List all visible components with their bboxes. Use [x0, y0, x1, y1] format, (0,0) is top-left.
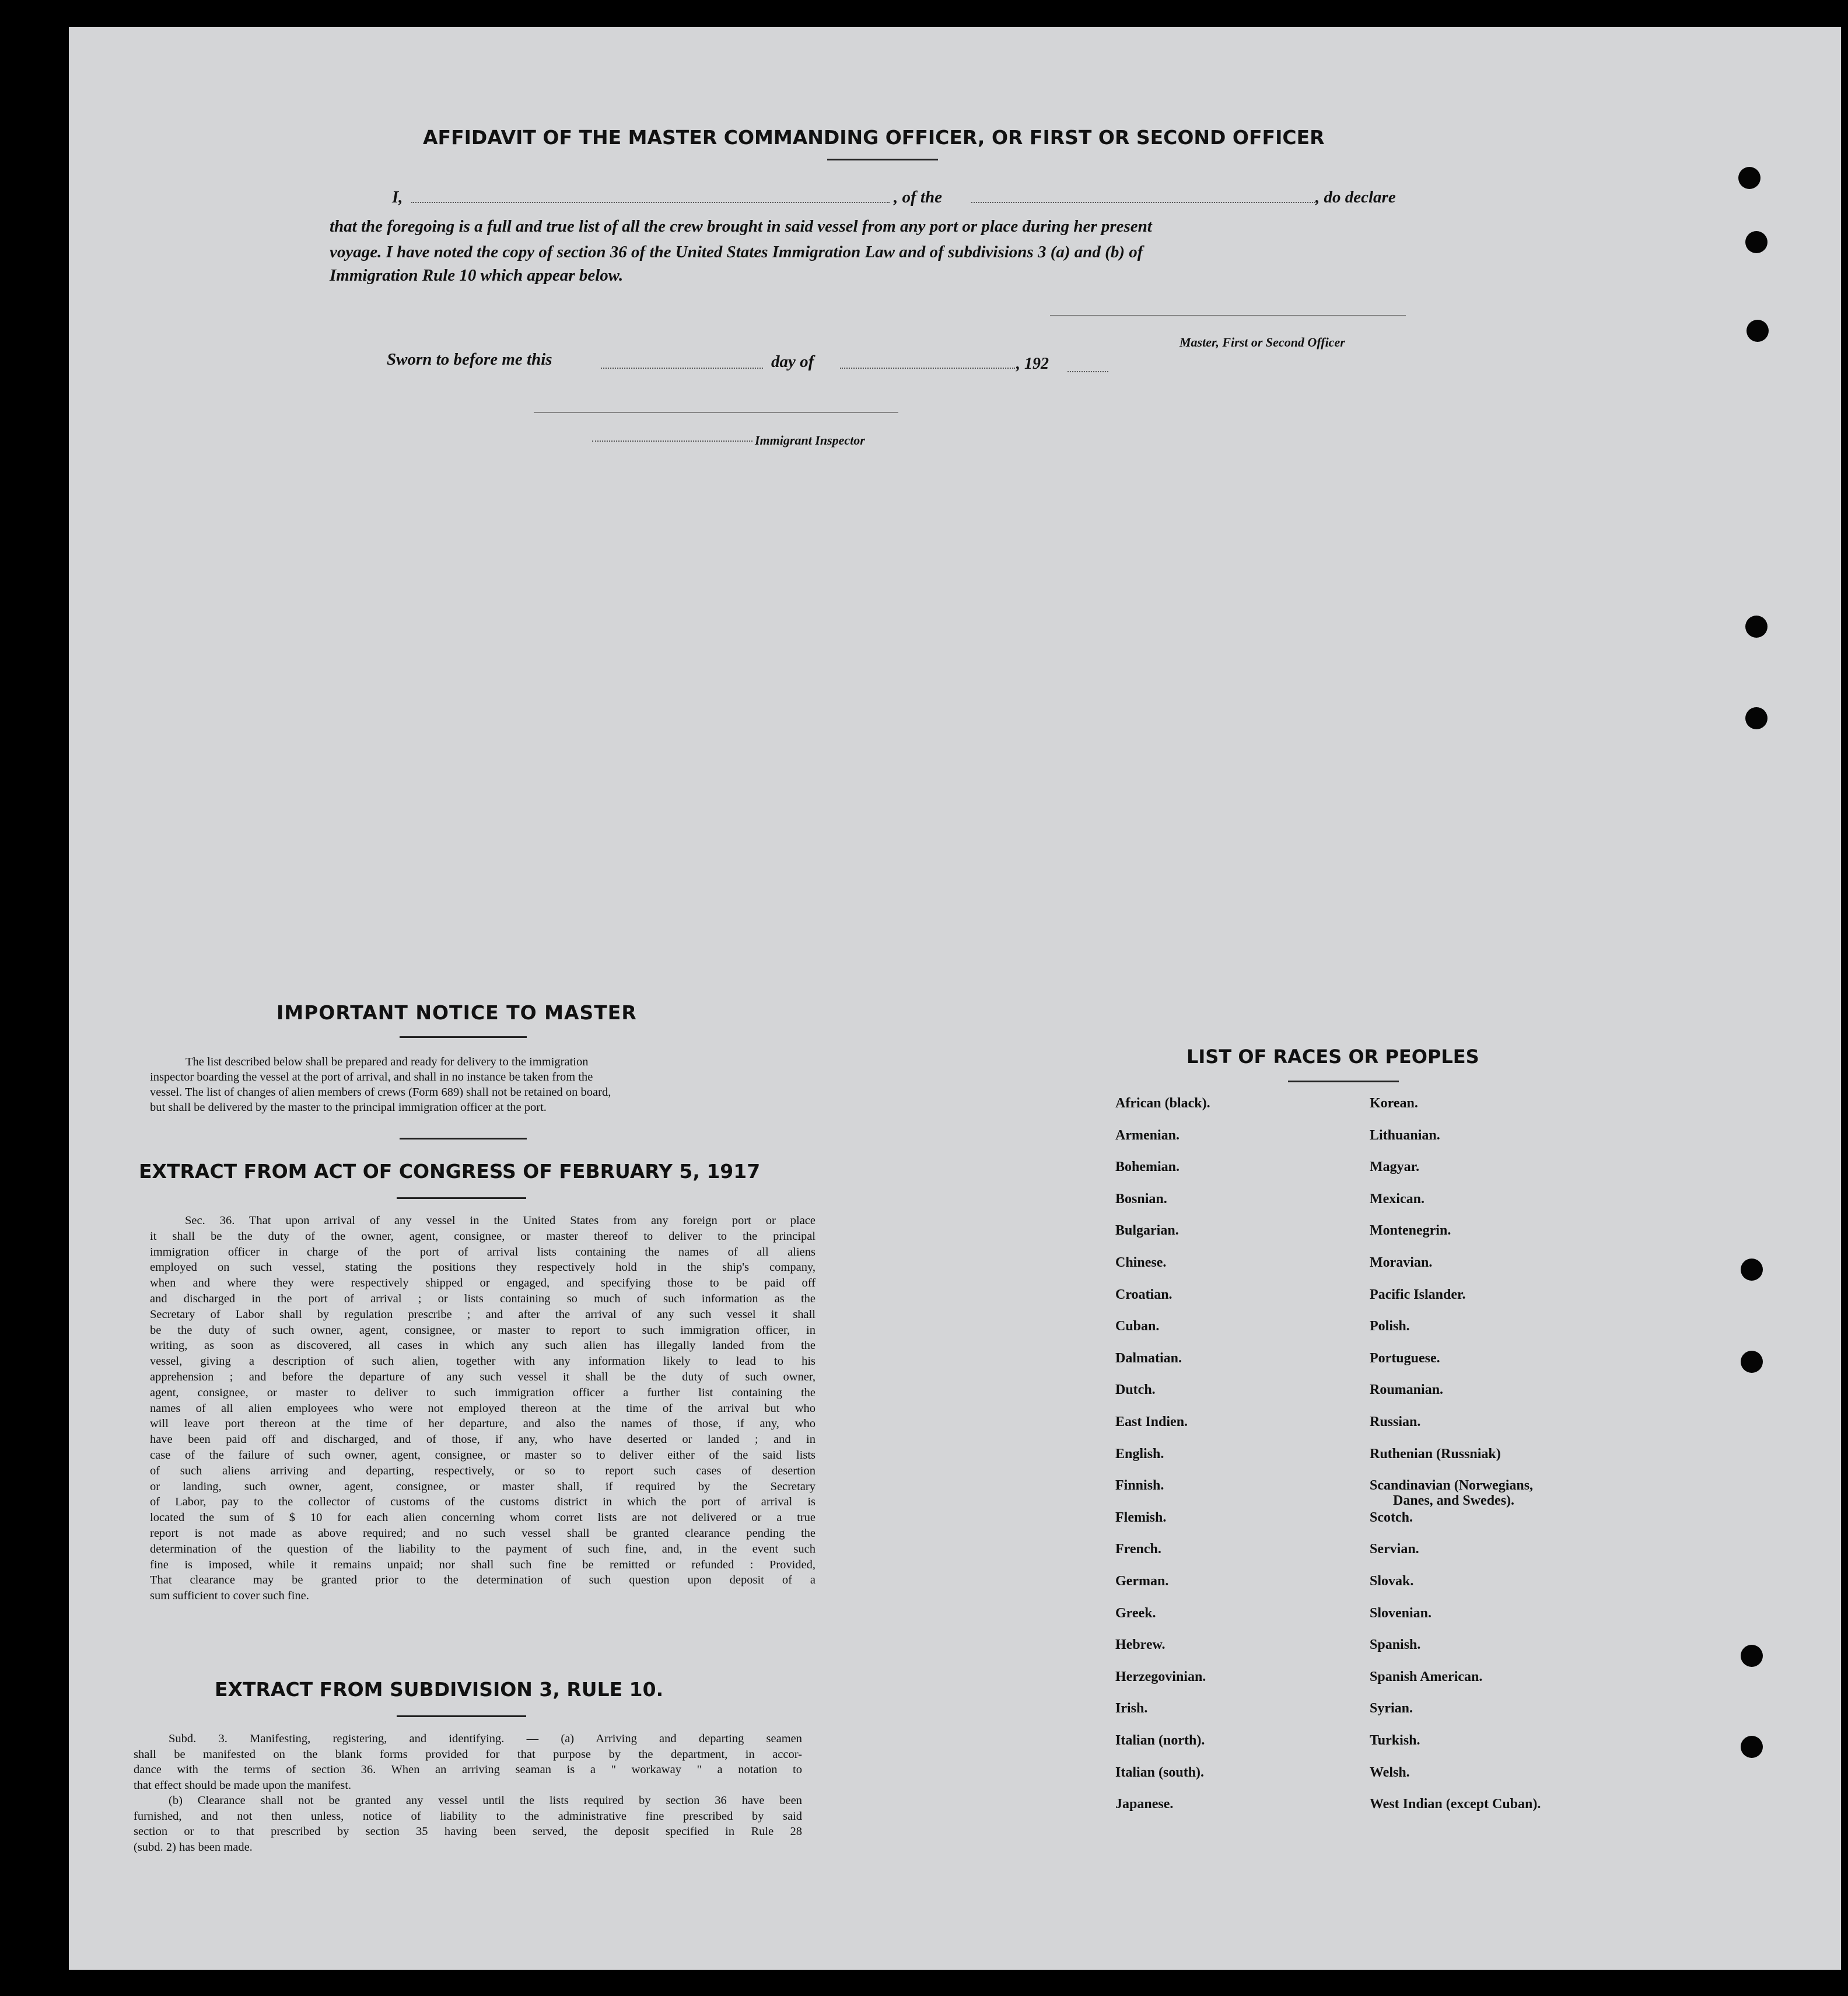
race-item: Syrian.	[1370, 1701, 1413, 1717]
extract-act-line: it shall be the duty of the owner, agent, consignee, or master thereof to deliver to the principal	[150, 1229, 816, 1243]
extract-act-line: employed on such vessel, stating the positions they respectively hold in the ship's company,	[150, 1261, 816, 1274]
affidavit-line-1: that the foregoing is a full and true list of all the crew brought in said vessel from any port or place during her present	[330, 217, 1152, 236]
binder-hole	[1741, 1351, 1763, 1373]
race-item: Pacific Islander.	[1370, 1287, 1466, 1302]
race-item: Chinese.	[1115, 1255, 1167, 1270]
extract-act-line: vessel, giving a description of such alien, together with any information likely to lead to his	[150, 1355, 816, 1368]
extract-act-line: fine is imposed, while it remains unpaid; nor shall such fine be remitted or refunded : Provided,	[150, 1558, 816, 1571]
race-item: Flemish.	[1115, 1509, 1167, 1525]
race-item: Scandinavian (Norwegians,	[1370, 1478, 1534, 1494]
extract-act-title: EXTRACT FROM ACT OF CONGRESS OF FEBRUARY 5, 1917	[139, 1160, 761, 1183]
race-item: Croatian.	[1115, 1287, 1172, 1302]
race-item: Greek.	[1115, 1605, 1156, 1621]
extract-act-line: determination of the question of the liability to the payment of such fine, and, in the event such	[150, 1542, 816, 1555]
extract-act-line: have been paid off and discharged, and of those, if any, who have deserted or landed ; and in	[150, 1433, 816, 1446]
binder-hole	[1746, 320, 1769, 342]
race-item: Hebrew.	[1115, 1637, 1166, 1653]
notice-divider	[400, 1138, 527, 1139]
race-item: English.	[1115, 1446, 1164, 1462]
race-item: Spanish.	[1370, 1637, 1421, 1653]
extract-act-line: of such aliens arriving and departing, respectively, or so to report such cases of desertion	[150, 1464, 816, 1477]
race-item: Turkish.	[1370, 1733, 1420, 1748]
inspector-caption: Immigrant Inspector	[755, 433, 865, 448]
year-label: , 192	[1016, 355, 1049, 373]
extract-act-line: case of the failure of such owner, agent, consignee, or master so to deliver either of the said lists	[150, 1449, 816, 1462]
declare-label: , do declare	[1315, 188, 1396, 207]
of-the-label: , of the	[894, 188, 942, 207]
day-of-label: day of	[771, 352, 814, 371]
extract-rule-underline	[397, 1715, 526, 1717]
races-title: LIST OF RACES OR PEOPLES	[1186, 1046, 1479, 1068]
race-item: Ruthenian (Russniak)	[1370, 1446, 1501, 1462]
extract-act-line: writing, as soon as discovered, all cases in which any such alien has illegally landed from the	[150, 1339, 816, 1352]
notice-line-4: but shall be delivered by the master to the principal immigration officer at the port.	[150, 1101, 547, 1114]
race-item: Slovenian.	[1370, 1605, 1432, 1621]
extract-act-line: sum sufficient to cover such fine.	[150, 1589, 309, 1603]
race-item: Italian (south).	[1115, 1764, 1205, 1780]
race-item: Bohemian.	[1115, 1159, 1180, 1175]
binder-hole	[1741, 1645, 1763, 1667]
notice-line-1: The list described below shall be prepared and ready for delivery to the immigration	[186, 1055, 589, 1068]
extract-act-line: immigration officer in charge of the port of arrival lists containing the names of all aliens	[150, 1245, 816, 1259]
race-item: Servian.	[1370, 1541, 1419, 1557]
extract-act-line: of Labor, pay to the collector of customs of the customs district in which the port of arrival is	[150, 1495, 816, 1509]
race-item: African (black).	[1115, 1096, 1210, 1111]
race-item: Slovak.	[1370, 1574, 1414, 1589]
race-item: West Indian (except Cuban).	[1370, 1796, 1541, 1812]
race-item: Bulgarian.	[1115, 1223, 1179, 1239]
race-item: Irish.	[1115, 1701, 1148, 1717]
master-caption: Master, First or Second Officer	[1180, 335, 1345, 349]
binder-hole	[1745, 616, 1768, 638]
race-item: Welsh.	[1370, 1764, 1410, 1780]
affidavit-line-2: voyage. I have noted the copy of section 36 of the United States Immigration Law and of subdivisions 3 (a) and (b) of	[330, 243, 1143, 261]
race-item: East Indien.	[1115, 1414, 1188, 1429]
extract-act-line: or landing, such owner, agent, consignee, or master shall, if required by the Secretary	[150, 1480, 816, 1493]
race-item: Dalmatian.	[1115, 1350, 1182, 1366]
extract-rule-line: section or to that prescribed by section 35 having been served, the deposit specified in Rule 28	[134, 1825, 802, 1838]
sworn-year-field[interactable]	[1068, 371, 1108, 372]
extract-rule-line: shall be manifested on the blank forms provided for that purpose by the department, in accor-	[134, 1747, 802, 1761]
race-item: Finnish.	[1115, 1478, 1164, 1494]
title-underline	[827, 159, 938, 160]
sworn-day-field[interactable]	[601, 368, 763, 369]
notice-underline	[400, 1036, 527, 1038]
sworn-label: Sworn to before me this	[387, 350, 552, 369]
extract-rule-line: Subd. 3. Manifesting, registering, and identifying. — (a) Arriving and departing seamen	[169, 1732, 802, 1745]
affidavit-line-3: Immigration Rule 10 which appear below.	[330, 266, 624, 285]
race-item: Danes, and Swedes).	[1393, 1493, 1515, 1509]
race-item: Spanish American.	[1370, 1669, 1483, 1684]
extract-act-underline	[397, 1197, 526, 1199]
notice-title: IMPORTANT NOTICE TO MASTER	[276, 1001, 637, 1024]
master-signature-field[interactable]	[1050, 315, 1406, 316]
race-item: Roumanian.	[1370, 1382, 1444, 1398]
extract-act-line: Sec. 36. That upon arrival of any vessel in the United States from any foreign port or place	[185, 1214, 816, 1227]
inspector-signature-field[interactable]	[534, 412, 898, 413]
extract-act-line: report is not made as above required; and no such vessel shall be granted clearance pending the	[150, 1527, 816, 1540]
race-item: Armenian.	[1115, 1127, 1180, 1143]
extract-act-line: agent, consignee, or master to deliver to such immigration officer a further list containing the	[150, 1386, 816, 1399]
race-item: Mexican.	[1370, 1191, 1424, 1207]
race-item: French.	[1115, 1541, 1161, 1557]
race-item: Cuban.	[1115, 1319, 1160, 1334]
affidavit-i-label: I,	[392, 188, 403, 207]
extract-act-line: will leave port thereon at the time of her departure, and also the names of those, if any, who	[150, 1417, 816, 1431]
race-item: Bosnian.	[1115, 1191, 1167, 1207]
race-item: Portuguese.	[1370, 1350, 1440, 1366]
race-item: Japanese.	[1115, 1796, 1174, 1812]
extract-act-line: names of all alien employees who were not employed thereon at the time of the arrival but who	[150, 1401, 816, 1415]
vessel-name-field[interactable]	[971, 202, 1315, 203]
race-item: Lithuanian.	[1370, 1127, 1440, 1143]
race-item: Italian (north).	[1115, 1733, 1205, 1748]
officer-name-field[interactable]	[411, 202, 890, 203]
notice-line-2: inspector boarding the vessel at the port of arrival, and shall in no instance be taken from the	[150, 1071, 593, 1083]
race-item: Dutch.	[1115, 1382, 1156, 1398]
race-item: Russian.	[1370, 1414, 1421, 1429]
notice-line-3: vessel. The list of changes of alien members of crews (Form 689) shall not be retained on board,	[150, 1086, 611, 1099]
extract-rule-line: (b) Clearance shall not be granted any vessel until the lists required by section 36 have been	[169, 1794, 802, 1807]
binder-hole	[1745, 231, 1768, 253]
extract-rule-line: furnished, and not then unless, notice of liability to the administrative fine prescribed by said	[134, 1809, 802, 1823]
binder-hole	[1741, 1736, 1763, 1758]
extract-rule-line: that effect should be made upon the manifest.	[134, 1778, 352, 1792]
extract-act-line: when and where they were respectively shipped or engaged, and specifying those to be paid off	[150, 1277, 816, 1290]
race-item: Moravian.	[1370, 1255, 1433, 1270]
races-underline	[1288, 1081, 1399, 1082]
race-item: German.	[1115, 1574, 1169, 1589]
affidavit-title: AFFIDAVIT OF THE MASTER COMMANDING OFFICER, OR FIRST OR SECOND OFFICER	[423, 126, 1325, 149]
extract-rule-line: (subd. 2) has been made.	[134, 1840, 253, 1854]
extract-act-line: apprehension ; and before the departure of any such vessel it shall be the duty of such owner,	[150, 1371, 816, 1383]
binder-hole	[1738, 167, 1760, 189]
extract-act-line: Secretary of Labor shall by regulation prescribe ; and after the arrival of any such vessel it shall	[150, 1308, 816, 1321]
binder-hole	[1745, 707, 1768, 729]
race-item: Polish.	[1370, 1319, 1410, 1334]
extract-rule-line: dance with the terms of section 36. When an arriving seaman is a " workaway " a notation to	[134, 1763, 802, 1776]
binder-hole	[1741, 1259, 1763, 1281]
race-item: Montenegrin.	[1370, 1223, 1451, 1239]
race-item: Korean.	[1370, 1096, 1418, 1111]
race-item: Scotch.	[1370, 1509, 1413, 1525]
race-item: Magyar.	[1370, 1159, 1420, 1175]
extract-act-line: That clearance may be granted prior to the determination of such question upon deposit of a	[150, 1574, 816, 1587]
extract-act-line: located the sum of $ 10 for each alien concerning whom corret lists are not delivered or a true	[150, 1511, 816, 1525]
race-item: Herzegovinian.	[1115, 1669, 1206, 1684]
extract-act-line: be the duty of such owner, agent, consignee, or master to report to such immigration officer, in	[150, 1323, 816, 1337]
inspector-caption-leader	[592, 441, 752, 442]
extract-act-line: and discharged in the port of arrival ; or lists containing so much of such information as the	[150, 1292, 816, 1305]
sworn-month-field[interactable]	[840, 368, 1015, 369]
extract-rule-title: EXTRACT FROM SUBDIVISION 3, RULE 10.	[215, 1678, 664, 1701]
